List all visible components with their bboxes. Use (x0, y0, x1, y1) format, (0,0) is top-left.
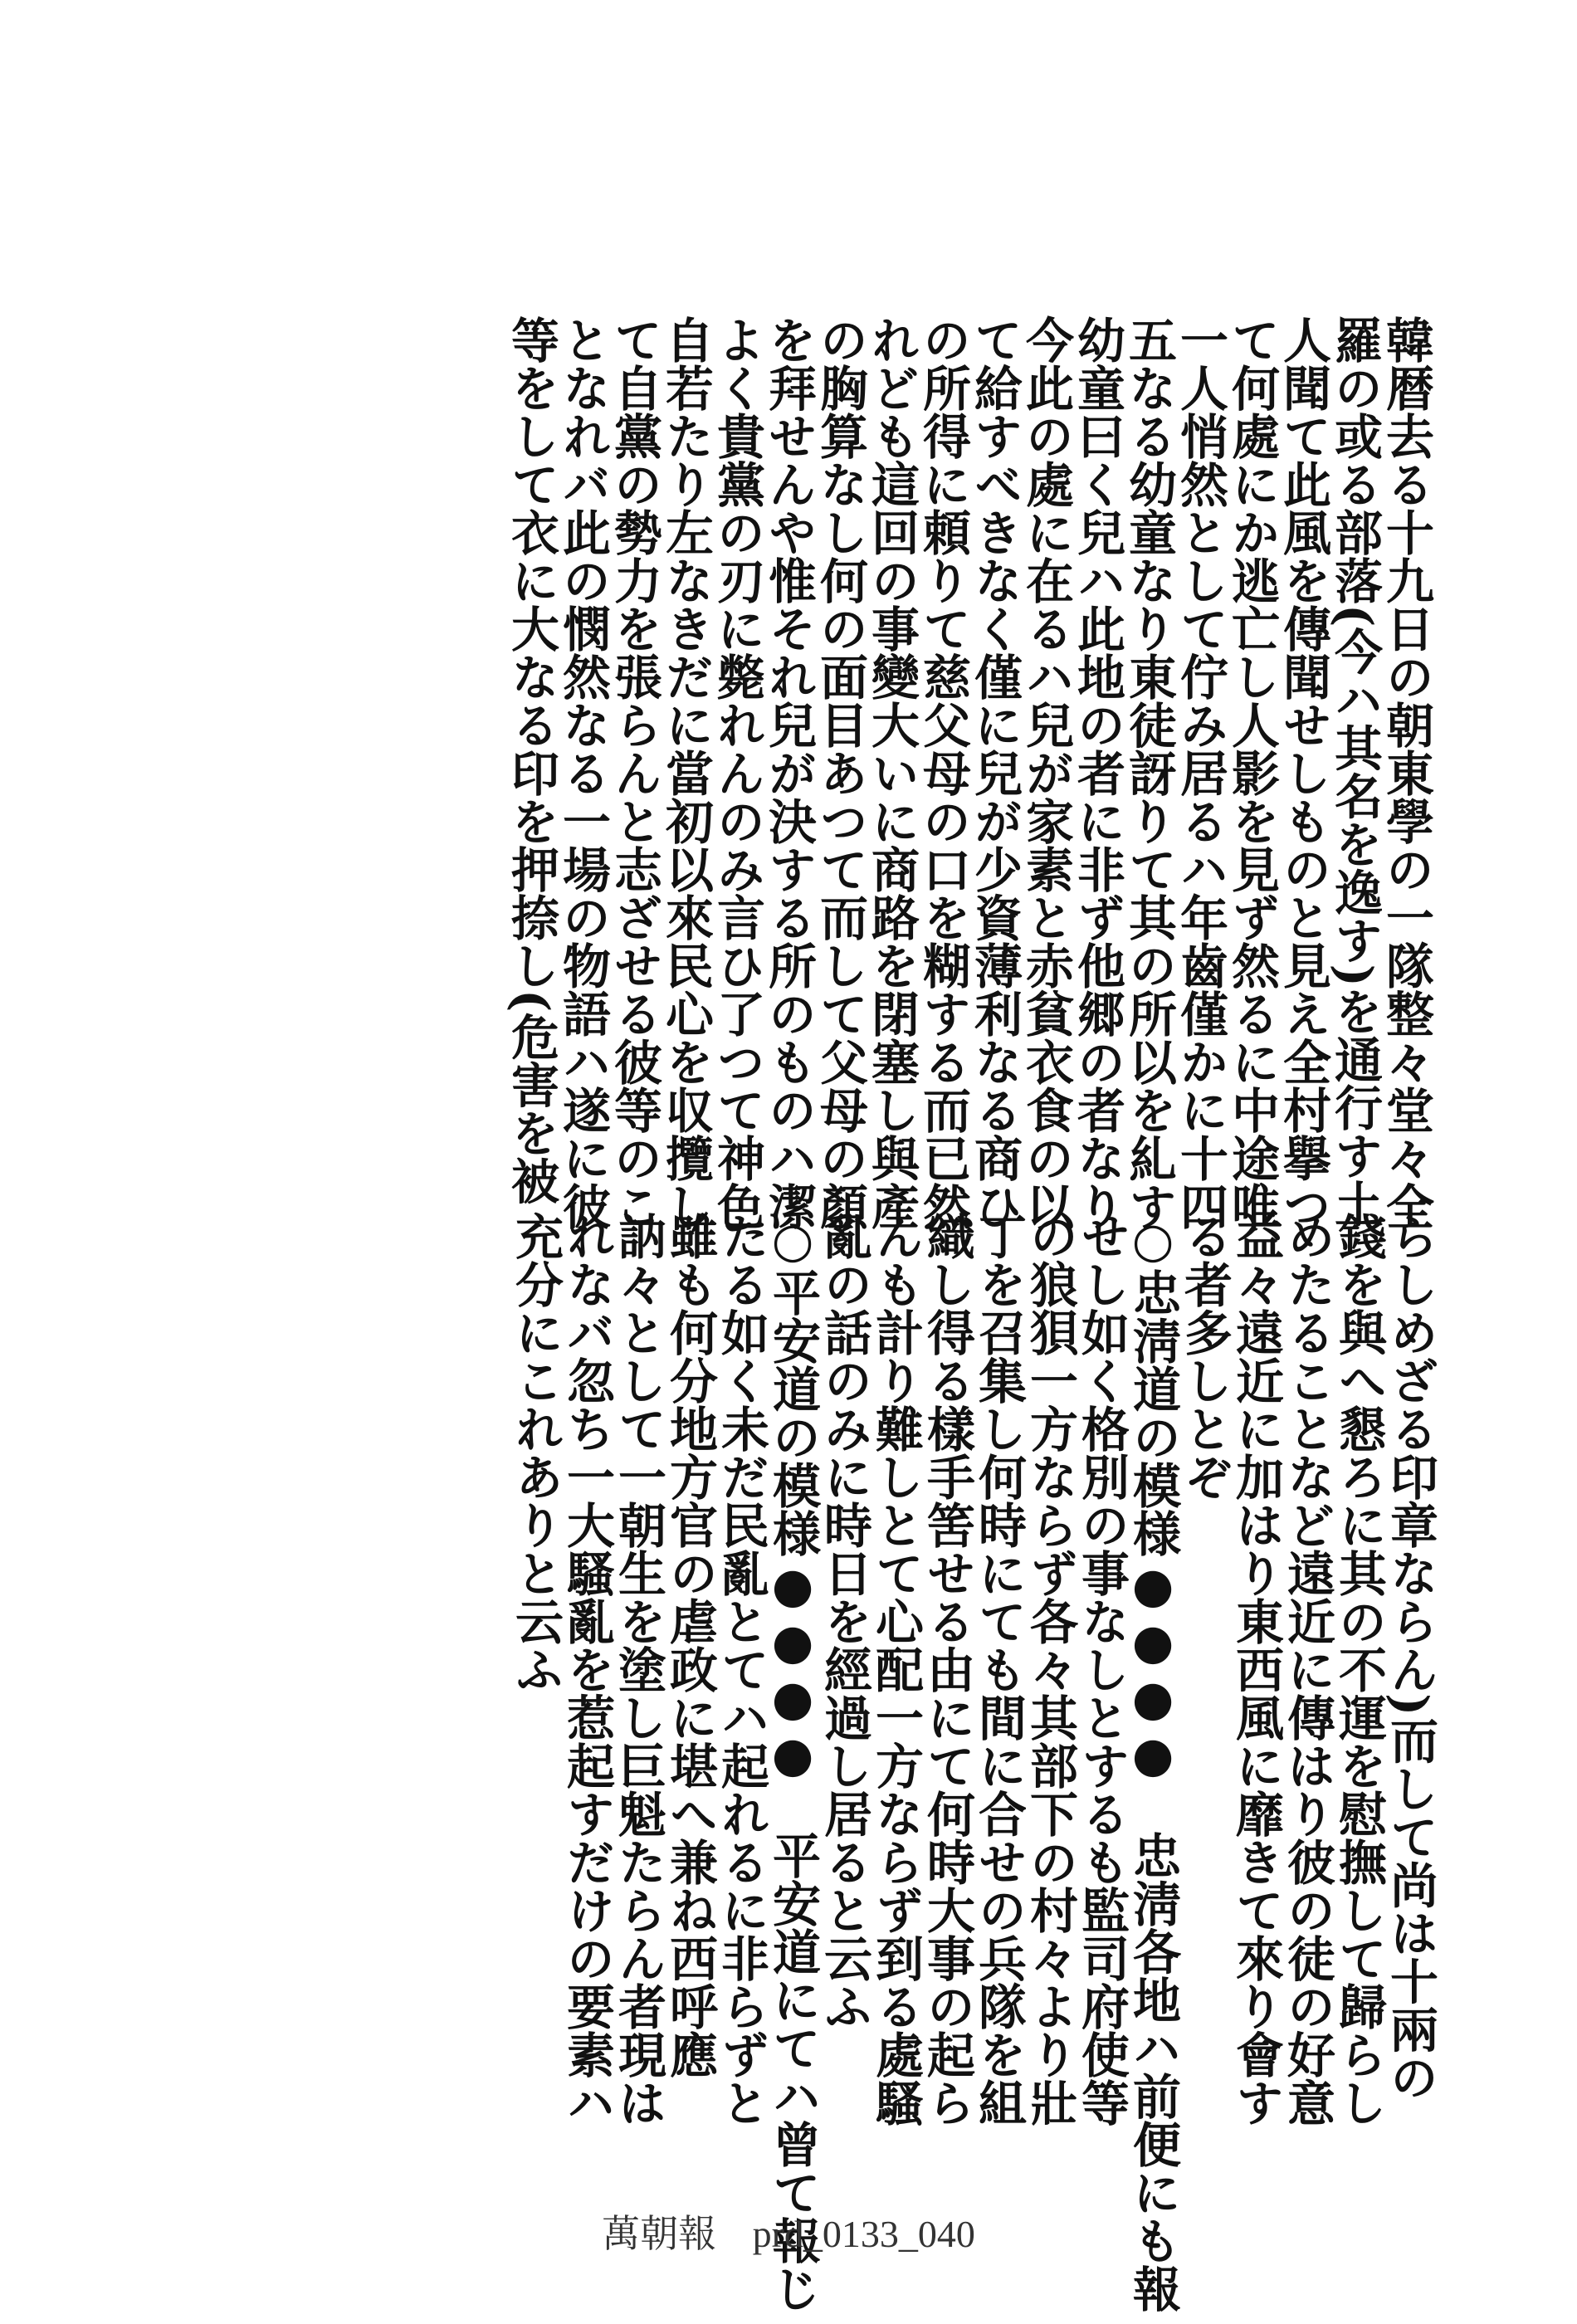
upper-text-column: て自黨の勢力を張らんと志ざせる彼等のこ (606, 315, 662, 1230)
upper-text-column: を拜せんや惟それ兒が決する所のものハ潔 (760, 315, 817, 1230)
lower-text-column: ○平安道の模様●●●● 平安道にてハ曾て報じ (764, 1212, 821, 2312)
upper-text-column: て給すべきなく僅に兒が少資薄利なる商ひ (966, 315, 1023, 1230)
lower-text-column: せし如く格別の事なしとするも監司府使等 (1073, 1212, 1130, 2126)
lower-text-column: 織し得る樣手筈せる由にて何時大事の起ら (919, 1212, 975, 2126)
lower-text-column: 雖も何分地方官の虐政に堪へ兼ね西呼應 (662, 1212, 718, 2078)
upper-text-column: の胸算なし何の面目あつて而して父母の顏 (812, 315, 868, 1230)
upper-text-column: 五なる幼童なり東徒訝りて其の所以を糺す (1120, 315, 1177, 1230)
upper-text-column: 韓暦去る十九日の朝東學の一隊整々堂々全 (1378, 315, 1434, 1230)
page-id: prd_0133_040 (752, 2213, 975, 2255)
upper-text-column: 一人悄然として佇み居るハ年齒僅かに十四 (1172, 315, 1228, 1230)
lower-text-column: 錢を與へ懇ろに其の不運を慰撫して歸らし (1330, 1212, 1387, 2126)
upper-text-column: となれバ此の憫然なる一場の物語ハ遂に彼 (554, 315, 611, 1230)
lower-text-column: 益々遠近に加はり東西風に靡きて來り會す (1228, 1212, 1284, 2126)
upper-text-column: 羅の或る部落(今ハ其名を逸す)を通行す土 (1326, 315, 1383, 1228)
lower-text-column: たる如く未だ民亂とてハ起れるに非らずと (713, 1212, 769, 2126)
lower-text-column: れなバ忽ち一大騷亂を惹起すだけの要素ハ (559, 1212, 615, 2126)
upper-text-column: 幼童曰く兒ハ此地の者に非ず他郷の者なり (1069, 315, 1125, 1230)
lower-text-column: らしめざる印章ならん)而して尚は十兩の (1382, 1212, 1438, 2102)
upper-text-column: 人聞て此風を傳聞せしものと見え全村擧つ (1275, 315, 1331, 1230)
upper-text-column: て何處にか逃亡し人影を見ず然るに中途唯 (1223, 315, 1280, 1230)
lower-text-column: めたることなど遠近に傳はり彼の徒の好意 (1279, 1212, 1335, 2126)
upper-text-column: れども這回の事變大いに商路を閉塞し與產 (863, 315, 920, 1230)
lower-text-column: んも計り難しとて心配一方ならず到る處騷 (867, 1212, 924, 2126)
upper-text-column: の所得に頼りて慈父母の口を糊する而已然 (915, 315, 971, 1230)
upper-text-column: 自若たり左なきだに當初以來民心を収攬し (657, 315, 714, 1230)
upper-text-column: 今此の處に在るハ兒が家素と赤貧衣食の以 (1018, 315, 1074, 1230)
lower-text-column: ○忠淸道の模様●●●● 忠淸各地ハ前便にも報 (1125, 1212, 1181, 2312)
lower-text-column: 丁を召集し何時にても間に合せの兵隊を組 (970, 1212, 1027, 2126)
page-footer (0, 2204, 1577, 2258)
upper-text-column: 等をして衣に大なる印を押捺し(危害を被 (503, 315, 559, 1205)
upper-text-column: よく貴黨の刃に斃れんのみ言ひ了つて神色 (709, 315, 765, 1230)
lower-text-column: 亂の話のみに時日を經過し居ると云ふ (816, 1212, 872, 2030)
lower-text-column: る者多しとぞ (1176, 1212, 1233, 1501)
lower-text-column: 訥々として一朝生を塗し巨魁たらん者現は (610, 1212, 666, 2126)
article-upper-block (503, 315, 1434, 1230)
lower-text-column: の狼狽一方ならず各々其部下の村々より壯 (1022, 1212, 1078, 2126)
lower-text-column: 充分にこれありと云ふ (507, 1212, 564, 1693)
newspaper-name: 萬朝報 (602, 2213, 717, 2255)
